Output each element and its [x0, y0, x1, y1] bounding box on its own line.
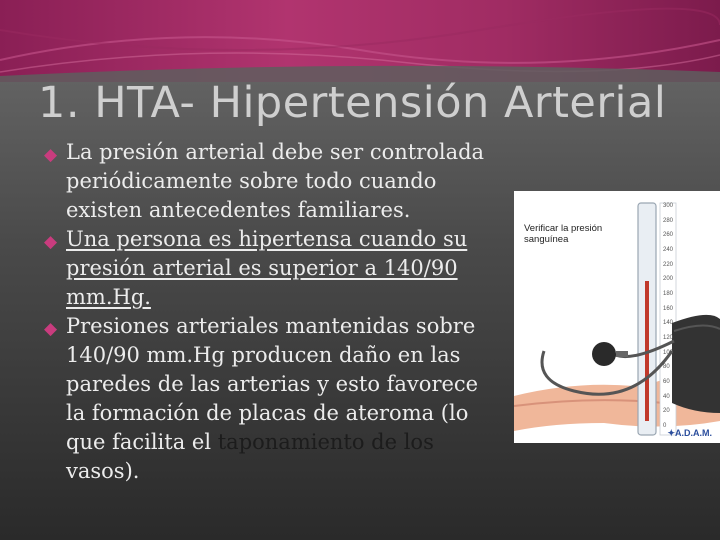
- gauge-scale-label: 240: [663, 247, 674, 253]
- gauge-scale-label: 0: [663, 423, 667, 429]
- adam-logo: ✦A.D.A.M.: [667, 428, 712, 438]
- dot-bullet-icon: ◆: [44, 145, 58, 165]
- gauge-scale-label: 300: [663, 203, 674, 209]
- gauge-scale-label: 20: [663, 408, 670, 415]
- sphygmomanometer-drawing: [514, 191, 720, 443]
- gauge-scale-label: 260: [663, 232, 674, 239]
- gauge-scale-label: 180: [663, 291, 674, 297]
- bullet-item: [44, 138, 500, 225]
- bullet-text: Presiones arteriales mantenidas sobre 140/90 mm.Hg producen daño en las paredes de las arterias y esto favorece la formación de placas de ateroma (lo que facilita el: [66, 314, 479, 454]
- dot-bullet-icon: ◆: [44, 319, 58, 339]
- bullet-highlight: taponamiento de los: [217, 430, 434, 454]
- bulb-shape: [592, 342, 616, 366]
- gauge-scale-label: 200: [663, 276, 674, 283]
- gauge-scale-label: 160: [663, 305, 674, 312]
- gauge-scale-label: 80: [663, 364, 670, 371]
- header-band: [0, 0, 720, 82]
- bullet-item: [44, 225, 500, 312]
- gauge-scale-label: 280: [663, 217, 674, 224]
- gauge-scale-label: 120: [663, 335, 674, 341]
- bullet-list: [44, 138, 500, 486]
- gauge-scale-label: 140: [663, 320, 674, 327]
- blood-pressure-illustration: [514, 191, 720, 443]
- bullet-text-underlined: Una persona es hipertensa cuando su presión arterial es superior a 140/90 mm.Hg.: [66, 227, 468, 309]
- figure-label: Verificar la presión sanguínea: [524, 223, 603, 245]
- gauge-scale-label: 100: [663, 349, 674, 356]
- bullet-item: [44, 312, 500, 486]
- dot-bullet-icon: ◆: [44, 232, 58, 252]
- bullet-text: La presión arterial debe ser controlada periódicamente sobre todo cuando existen antecedentes familiares.: [66, 140, 485, 222]
- gauge-scale-label: 40: [663, 393, 670, 400]
- bullet-text-end: vasos).: [66, 459, 140, 483]
- gauge-scale-label: 220: [663, 261, 674, 268]
- header-wave-decoration: [0, 0, 720, 82]
- slide-title: 1. HTA- Hipertensión Arterial: [38, 78, 667, 128]
- gauge-scale-label: 60: [663, 379, 670, 385]
